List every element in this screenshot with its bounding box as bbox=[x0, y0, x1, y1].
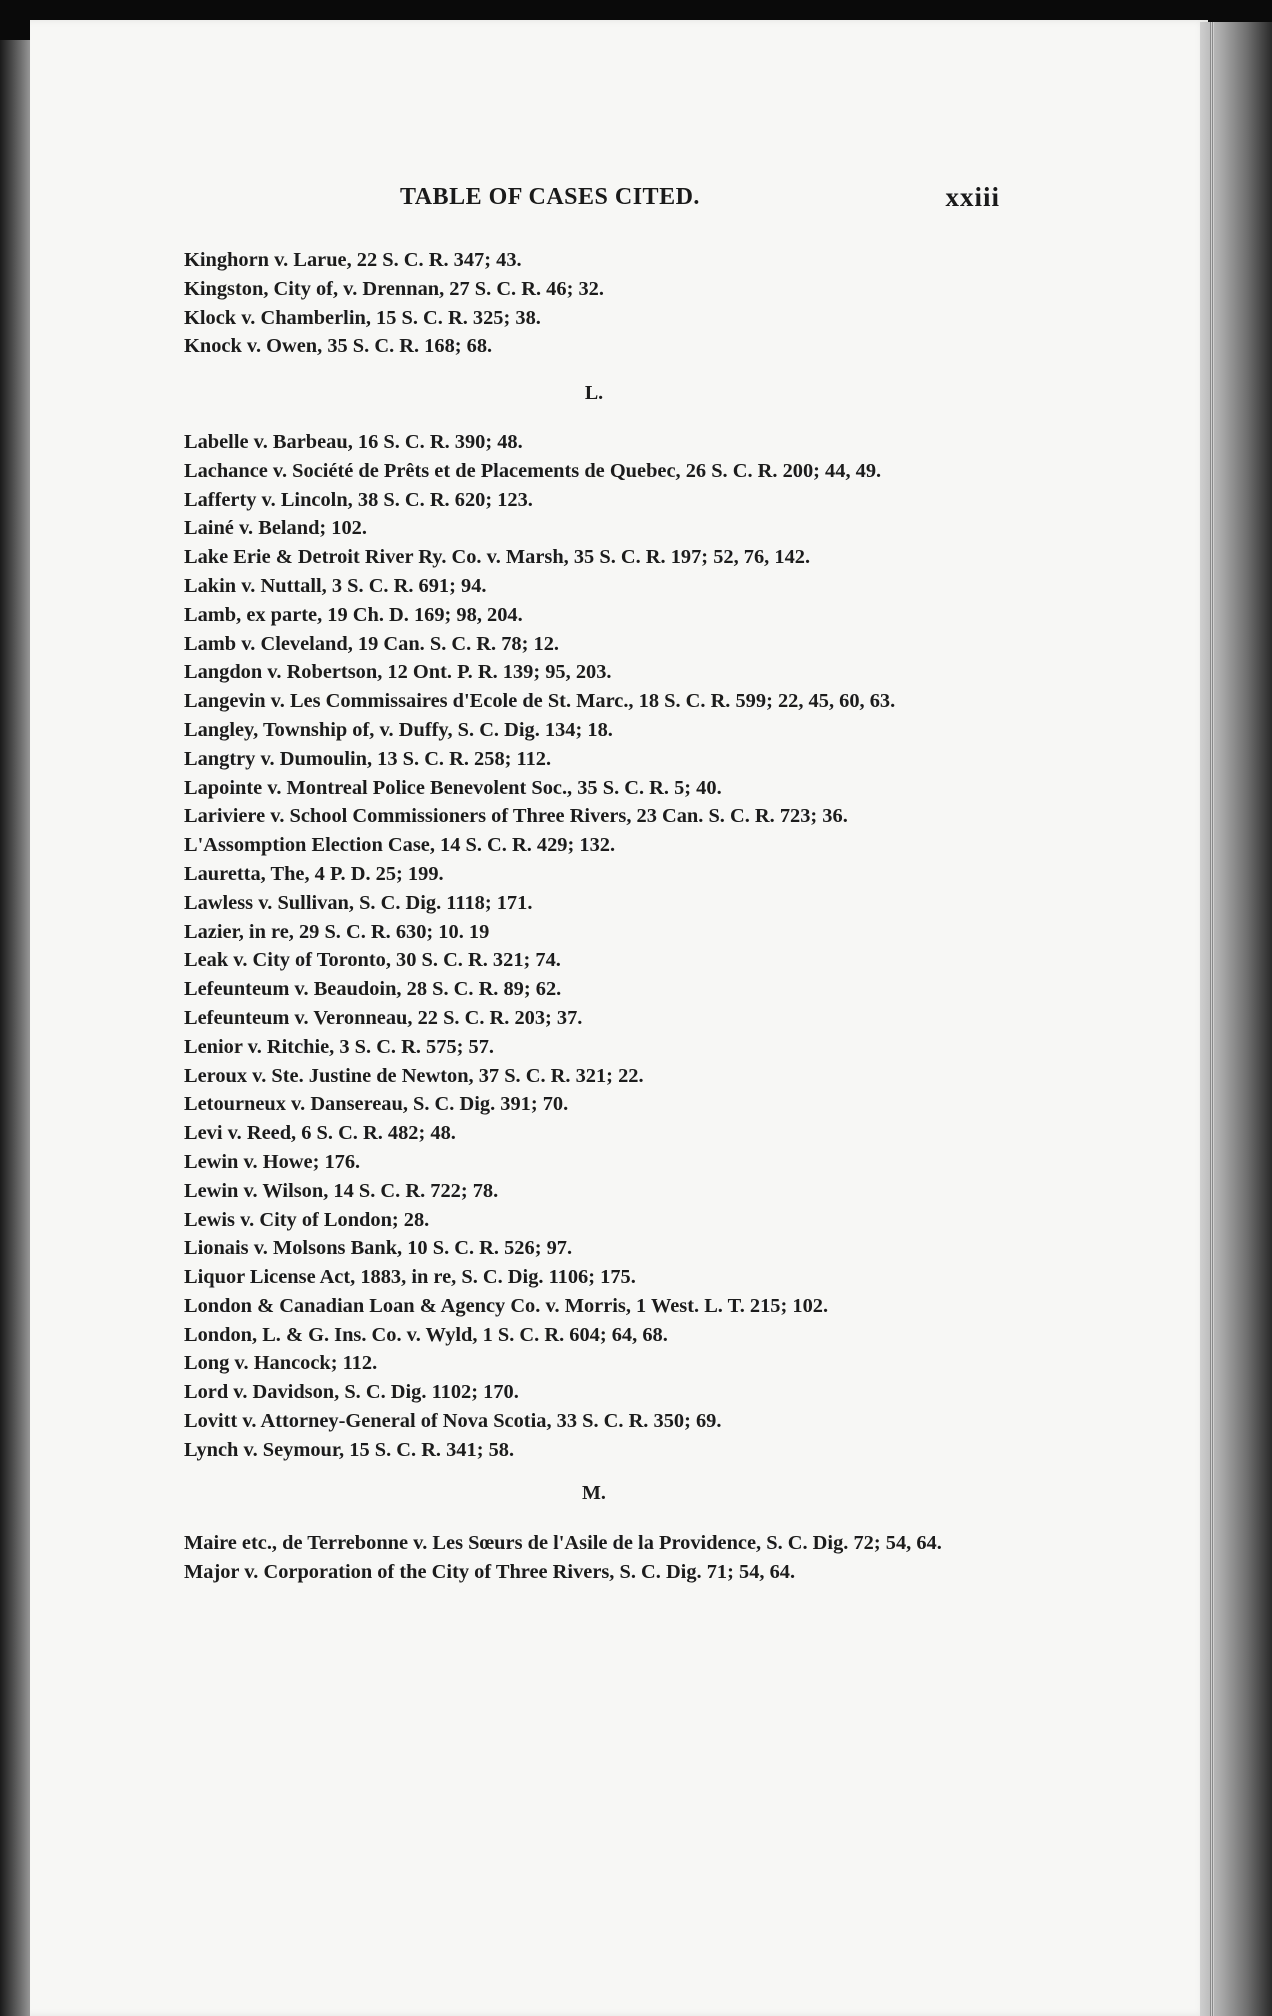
case-entry: Lazier, in re, 29 S. C. R. 630; 10. 19 bbox=[184, 920, 490, 943]
case-entry: Lawless v. Sullivan, S. C. Dig. 1118; 171. bbox=[184, 891, 533, 914]
case-entry: Lauretta, The, 4 P. D. 25; 199. bbox=[184, 862, 444, 885]
case-entry: Labelle v. Barbeau, 16 S. C. R. 390; 48. bbox=[184, 430, 523, 453]
case-entry: London, L. & G. Ins. Co. v. Wyld, 1 S. C. R. 604; 64, 68. bbox=[184, 1323, 668, 1346]
case-entry: Langdon v. Robertson, 12 Ont. P. R. 139; 95, 203. bbox=[184, 661, 612, 684]
case-entry: Long v. Hancock; 112. bbox=[184, 1352, 378, 1375]
case-entry: Lefeunteum v. Beaudoin, 28 S. C. R. 89; 62. bbox=[184, 978, 562, 1001]
case-entry: Lapointe v. Montreal Police Benevolent Soc., 35 S. C. R. 5; 40. bbox=[184, 776, 722, 799]
case-entry: Lovitt v. Attorney-General of Nova Scotia, 33 S. C. R. 350; 69. bbox=[184, 1410, 722, 1433]
case-entry: London & Canadian Loan & Agency Co. v. Morris, 1 West. L. T. 215; 102. bbox=[184, 1294, 829, 1317]
case-entry: Leroux v. Ste. Justine de Newton, 37 S. C. R. 321; 22. bbox=[184, 1064, 644, 1087]
case-entry: Lainé v. Beland; 102. bbox=[184, 517, 367, 540]
page-edge-stack bbox=[1200, 22, 1272, 2016]
case-entry: Lord v. Davidson, S. C. Dig. 1102; 170. bbox=[184, 1381, 519, 1404]
page-title: TABLE OF CASES CITED. bbox=[400, 184, 700, 210]
case-entry: Letourneux v. Dansereau, S. C. Dig. 391; 70. bbox=[184, 1093, 569, 1116]
case-entry: Lewis v. City of London; 28. bbox=[184, 1208, 430, 1231]
case-entry: Lachance v. Société de Prêts et de Placements de Quebec, 26 S. C. R. 200; 44, 49. bbox=[184, 459, 882, 482]
case-entry: Klock v. Chamberlin, 15 S. C. R. 325; 38. bbox=[184, 306, 541, 329]
case-entry: Lionais v. Molsons Bank, 10 S. C. R. 526; 97. bbox=[184, 1237, 573, 1260]
case-entry: Lake Erie & Detroit River Ry. Co. v. Marsh, 35 S. C. R. 197; 52, 76, 142. bbox=[184, 546, 811, 569]
case-entry: Lynch v. Seymour, 15 S. C. R. 341; 58. bbox=[184, 1438, 515, 1461]
case-entry: Lakin v. Nuttall, 3 S. C. R. 691; 94. bbox=[184, 574, 487, 597]
case-entry: Leak v. City of Toronto, 30 S. C. R. 321; 74. bbox=[184, 949, 561, 972]
case-index bbox=[184, 246, 1004, 1587]
case-entry: Maire etc., de Terrebonne v. Les Sœurs de l'Asile de la Providence, S. C. Dig. 72; 54, 64. bbox=[184, 1532, 942, 1555]
section-heading-l: L. bbox=[584, 382, 604, 405]
case-entry: Knock v. Owen, 35 S. C. R. 168; 68. bbox=[184, 335, 493, 358]
case-entry: Major v. Corporation of the City of Three Rivers, S. C. Dig. 71; 54, 64. bbox=[184, 1561, 796, 1584]
case-entry: Kingston, City of, v. Drennan, 27 S. C. R. 46; 32. bbox=[184, 277, 604, 300]
entries-k bbox=[184, 246, 1004, 361]
case-entry: Lamb, ex parte, 19 Ch. D. 169; 98, 204. bbox=[184, 603, 523, 626]
case-entry: Lamb v. Cleveland, 19 Can. S. C. R. 78; 12. bbox=[184, 632, 559, 655]
section-heading-m: M. bbox=[582, 1481, 606, 1504]
case-entry: Lefeunteum v. Veronneau, 22 S. C. R. 203; 37. bbox=[184, 1006, 583, 1029]
entries-m bbox=[184, 1529, 1004, 1587]
case-entry: Langtry v. Dumoulin, 13 S. C. R. 258; 112. bbox=[184, 747, 552, 770]
case-entry: L'Assomption Election Case, 14 S. C. R. 429; 132. bbox=[184, 834, 616, 857]
case-entry: Lafferty v. Lincoln, 38 S. C. R. 620; 123. bbox=[184, 488, 533, 511]
running-header bbox=[400, 184, 1000, 218]
case-entry: Levi v. Reed, 6 S. C. R. 482; 48. bbox=[184, 1122, 456, 1145]
case-entry: Langevin v. Les Commissaires d'Ecole de St. Marc., 18 S. C. R. 599; 22, 45, 60, 63. bbox=[184, 690, 896, 713]
case-entry: Lariviere v. School Commissioners of Three Rivers, 23 Can. S. C. R. 723; 36. bbox=[184, 805, 848, 828]
case-entry: Kinghorn v. Larue, 22 S. C. R. 347; 43. bbox=[184, 249, 522, 271]
case-entry: Langley, Township of, v. Duffy, S. C. Dig. 134; 18. bbox=[184, 718, 613, 741]
case-entry: Liquor License Act, 1883, in re, S. C. Dig. 1106; 175. bbox=[184, 1266, 636, 1289]
case-entry: Lenior v. Ritchie, 3 S. C. R. 575; 57. bbox=[184, 1035, 495, 1058]
case-entry: Lewin v. Wilson, 14 S. C. R. 722; 78. bbox=[184, 1179, 499, 1202]
case-entry: Lewin v. Howe; 176. bbox=[184, 1150, 361, 1173]
entries-l bbox=[184, 428, 1004, 1465]
page-number: xxiii bbox=[945, 182, 1000, 212]
